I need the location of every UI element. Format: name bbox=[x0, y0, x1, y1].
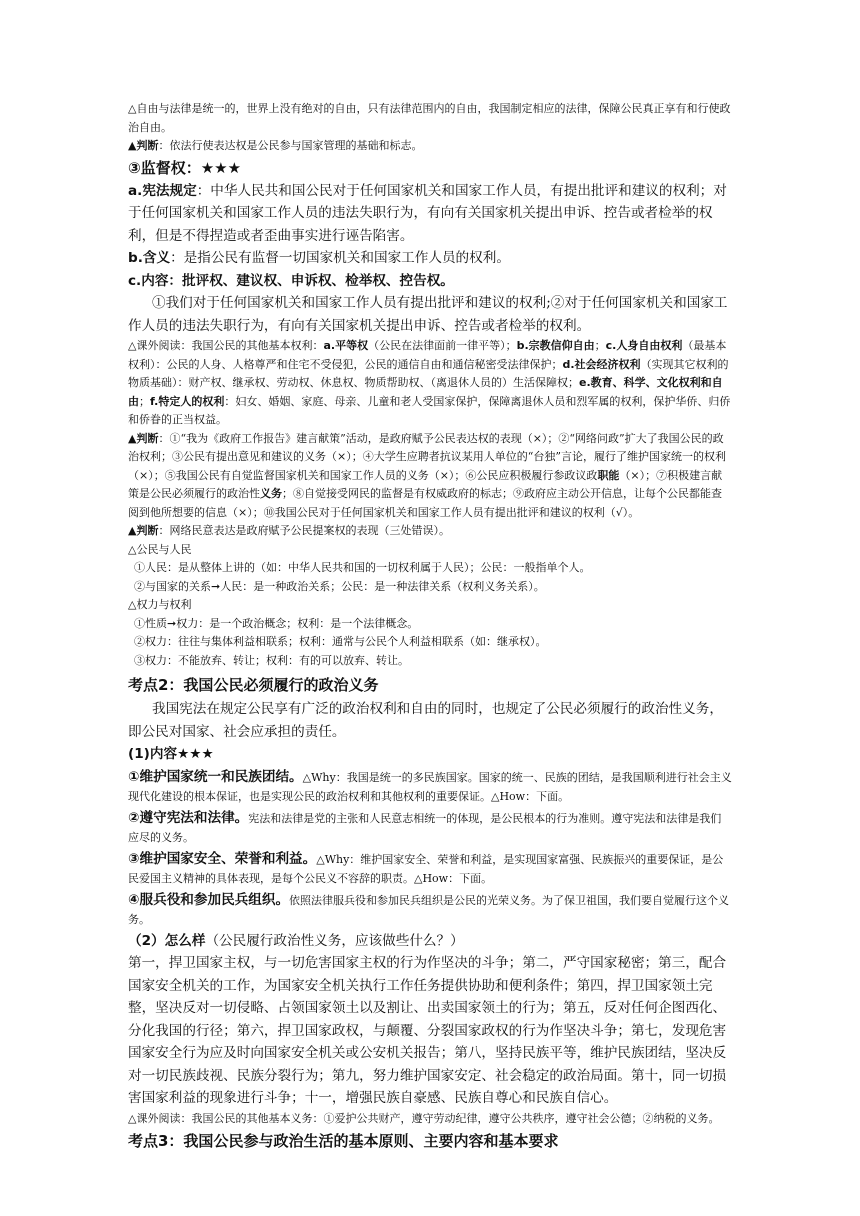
extra-reading-other-rights: △课外阅读：我国公民的其他基本权利：a.平等权（公民在法律面前一律平等）；b.宗教信仰自由；c.人身自由权利（最基本权利）：公民的人身、人格尊严和住宅不受侵犯，公民的通信自由和通信秘密受法律保护；d.社会经济权利（实现其它权利的物质基础）：财产权、继承权、劳动权、休息权、物质帮助权、（离退休人员的）生活保障权；e.教育、科学、文化权利和自由；f.特定人的权利：妇女、婚姻、家庭、母亲、儿童和老人受国家保护，保障离退休人员和烈军属的权利，保护华侨、归侨和侨眷的正当权益。 bbox=[128, 339, 731, 426]
paragraph-how-list: 第一，捍卫国家主权，与一切危害国家主权的行为作坚决的斗争；第二，严守国家秘密；第三，配合国家安全机关的工作，为国家安全机关执行工作任务提供协助和便利条件；第四，捍卫国家领土完整，坚决反对一切侵略、占领国家领土以及割让、出卖国家领土的行为；第五，反对任何企图西化、分化我国的行径；第六，捍卫国家政权，与颠覆、分裂国家政权的行为作坚决斗争；第七，发现危害国家安全行为应及时向国家安全机关或公安机关报告；第八，坚持民族平等，维护民族团结，坚决反对一切民族歧视、民族分裂行为；第九，努力维护国家安定、社会稳定的政治局面。第十，同一切损害国家利益的现象进行斗争；十一，增强民族自豪感、民族自尊心和民族自信心。 bbox=[128, 955, 727, 1106]
paragraph-duties-intro: 我国宪法在规定公民享有广泛的政治权利和自由的同时，也规定了公民必须履行的政治性义务，即公民对国家、社会应承担的责任。 bbox=[128, 701, 723, 740]
extra-reading-other-duties: △课外阅读：我国公民的其他基本义务：①爱护公共财产，遵守劳动纪律，遵守公共秩序，遵守社会公德；②纳税的义务。 bbox=[128, 1111, 720, 1125]
list-item: ②权力：往往与集体利益相联系；权利：通常与公民个人利益相联系（如：继承权）。 bbox=[134, 635, 547, 648]
list-item: ③权力：不能放弃、转让；权利：有的可以放弃、转让。 bbox=[134, 653, 409, 667]
judgement-list: ▲判断：①“我为《政府工作报告》建言献策”活动，是政府赋予公民表达权的表现（×）；②“网络问政”扩大了我国公民的政治权利；③公民有提出意见和建议的义务（×）；④大学生应聘者抗议某用人单位的“台独”言论，履行了维护国家统一的权利（×）；⑤我国公民有自觉监督国家机关和国家工作人员的义务（×）；⑥公民应积极履行参政议政职能（×）；⑦积极建言献策是公民必须履行的政治性义务；⑧自觉接受网民的监督是有权威政府的标志；⑨政府应主动公开信息，让每个公民都能查阅到他所想要的信息（×）；⑩我国公民对于任何国家机关和国家工作人员有提出批评和建议的权利（√）。 bbox=[128, 431, 726, 519]
list-item: ①性质➞权力：是一个政治概念；权利：是一个法律概念。 bbox=[134, 616, 419, 630]
duty-item-military: ④服兵役和参加民兵组织。依照法律服兵役和参加民兵组织是公民的光荣义务。为了保卫祖国，我们要自觉履行这个义务。 bbox=[128, 891, 730, 926]
subheading-content: (1)内容★★★ bbox=[128, 746, 214, 762]
paragraph-freedom-and-law: △自由与法律是统一的，世界上没有绝对的自由，只有法律范围内的自由，我国制定相应的法律，保障公民真正享有和行使政治自由。 bbox=[128, 102, 731, 134]
star-rating: ：★★★ bbox=[185, 158, 242, 177]
list-item: ①人民：是从整体上讲的（如：中华人民共和国的一切权利属于人民）；公民：一般指单个人。 bbox=[134, 561, 591, 574]
subheading-how: （2）怎么样（公民履行政治性义务，应该做些什么？） bbox=[128, 932, 464, 949]
duty-item-security: ③维护国家安全、荣誉和利益。△Why：维护国家安全、荣誉和利益，是实现国家富强、民族振兴的重要保证，是公民爱国主义精神的具体表现，是每个公民义不容辞的职责。△How：下面。 bbox=[128, 850, 724, 885]
judgement-label: ▲判断 bbox=[128, 139, 159, 152]
judgement-online-opinion: ▲判断：网络民意表达是政府赋予公民提案权的表现（三处错误）。 bbox=[128, 524, 450, 537]
heading-citizen-and-people: △公民与人民 bbox=[128, 542, 192, 556]
list-item: ②与国家的关系➞人民：是一种政治关系；公民：是一种法律关系（权利义务关系）。 bbox=[134, 579, 545, 593]
paragraph-supervision-detail: ①我们对于任何国家机关和国家工作人员有提出批评和建议的权利;②对于任何国家机关和国家工作人员的违法失职行为，有向有关国家机关提出申诉、控告或者检举的权利。 bbox=[128, 295, 728, 334]
judgement-expression-right: ▲判断：依法行使表达权是公民参与国家管理的基础和标志。 bbox=[128, 139, 423, 152]
paragraph-content: c.内容：批评权、建议权、申诉权、检举权、控告权。 bbox=[128, 272, 454, 289]
section-title-supervision-right: ③监督权：★★★ bbox=[128, 158, 242, 177]
duty-item-unity: ①维护国家统一和民族团结。△Why：我国是统一的多民族国家。国家的统一、民族的团结，是我国顺利进行社会主义现代化建设的根本保证，也是实现公民的政治权利和其他权利的重要保证。△How：下面。 bbox=[128, 768, 732, 803]
section-title-political-duties: 考点2：我国公民必须履行的政治义务 bbox=[128, 676, 379, 694]
paragraph-constitution-provision: a.宪法规定：中华人民共和国公民对于任何国家机关和国家工作人员，有提出批评和建议的权利；对于任何国家机关和国家工作人员的违法失职行为，有向有关国家机关提出申诉、控告或者检举的权利，但是不得捏造或者歪曲事实进行诬告陷害。 bbox=[128, 182, 727, 244]
section-title-participation: 考点3：我国公民参与政治生活的基本原则、主要内容和基本要求 bbox=[128, 1132, 559, 1150]
document-page bbox=[128, 100, 732, 1154]
heading-power-and-right: △权力与权利 bbox=[128, 598, 192, 611]
duty-item-constitution: ②遵守宪法和法律。宪法和法律是党的主张和人民意志相统一的体现，是公民根本的行为准则。遵守宪法和法律是我们应尽的义务。 bbox=[128, 809, 722, 844]
paragraph-meaning: b.含义：是指公民有监督一切国家机关和国家工作人员的权利。 bbox=[128, 250, 510, 266]
